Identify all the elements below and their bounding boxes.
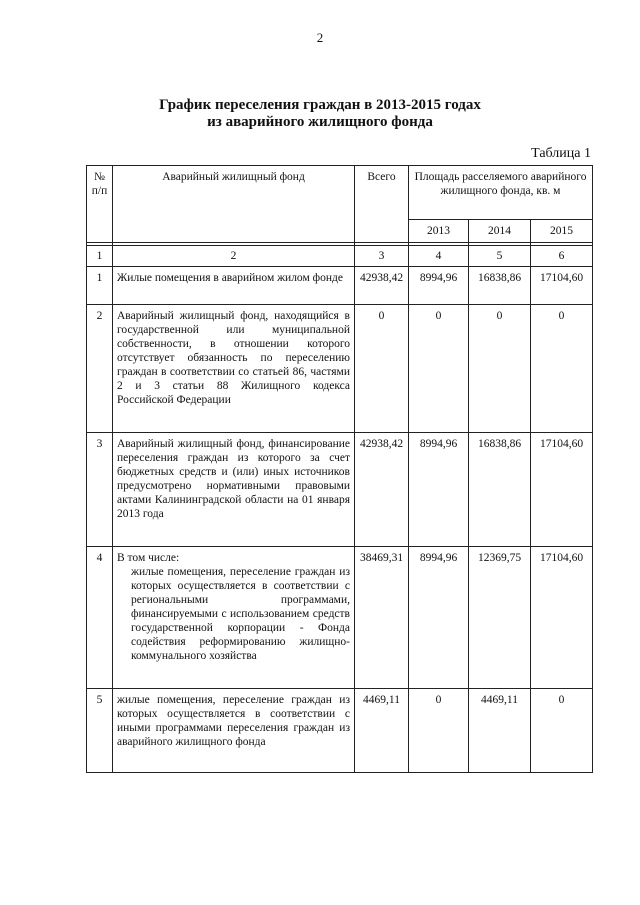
row-num: 3 (87, 433, 113, 547)
row-2014: 16838,86 (469, 267, 531, 305)
index-row (87, 246, 593, 267)
row-num: 2 (87, 305, 113, 433)
resettlement-table (86, 165, 593, 773)
row-fund: Жилые помещения в аварийном жилом фонде (113, 267, 355, 305)
index-cell: 6 (531, 246, 593, 267)
header-row (87, 166, 593, 220)
index-cell: 5 (469, 246, 531, 267)
row-total: 0 (355, 305, 409, 433)
row-2013: 0 (409, 689, 469, 773)
row-num: 4 (87, 547, 113, 689)
row-fund: Аварийный жилищный фонд, финансирование переселения граждан из которого за счет бюджетных средств и (или) иных источников предусмотрено нормативными правовыми актами Калининградской области на 01 января 2013 года (113, 433, 355, 547)
row-2013: 0 (409, 305, 469, 433)
row-fund-text: жилые помещения, переселение граждан из которых осуществляется в соответствии с региональными программами, финансируемыми с использованием средств государственной корпорации - Фонда содействия реформированию жилищно-коммунального хозяйства (131, 566, 350, 662)
table-row (87, 305, 593, 433)
row-total: 4469,11 (355, 689, 409, 773)
header-area: Площадь расселяемого аварийного жилищного фонда, кв. м (409, 166, 593, 220)
row-2015: 0 (531, 689, 593, 773)
header-year-2014: 2014 (469, 220, 531, 243)
index-cell: 2 (113, 246, 355, 267)
row-2015: 17104,60 (531, 547, 593, 689)
row-fund: Аварийный жилищный фонд, находящийся в государственной или муниципальной собственности, в отношении которого отсутствует обязанность по переселению граждан в соответствии со статьей 86, частями 2 и 3 статьи 88 Жилищного кодекса Российской Федерации (113, 305, 355, 433)
table-row (87, 547, 593, 689)
row-total: 38469,31 (355, 547, 409, 689)
row-2014: 16838,86 (469, 433, 531, 547)
row-total: 42938,42 (355, 267, 409, 305)
row-num: 1 (87, 267, 113, 305)
row-total: 42938,42 (355, 433, 409, 547)
index-cell: 4 (409, 246, 469, 267)
title-line-1: График переселения граждан в 2013-2015 годах (159, 97, 481, 113)
header-year-2013: 2013 (409, 220, 469, 243)
index-cell: 3 (355, 246, 409, 267)
row-fund (113, 547, 355, 689)
table-row (87, 689, 593, 773)
row-2014: 12369,75 (469, 547, 531, 689)
title-line-2: из аварийного жилищного фонда (207, 114, 433, 130)
header-fund: Аварийный жилищный фонд (113, 166, 355, 243)
table-row (87, 267, 593, 305)
row-2013: 8994,96 (409, 547, 469, 689)
row-2014: 0 (469, 305, 531, 433)
row-2015: 17104,60 (531, 433, 593, 547)
page-number: 2 (316, 30, 324, 45)
table-row (87, 433, 593, 547)
document-title (0, 97, 640, 131)
row-2015: 17104,60 (531, 267, 593, 305)
table-caption: Таблица 1 (531, 146, 591, 161)
row-fund: жилые помещения, переселение граждан из которых осуществляется в соответствии с иными программами переселения граждан из аварийного жилищного фонда (113, 689, 355, 773)
row-2013: 8994,96 (409, 267, 469, 305)
row-num: 5 (87, 689, 113, 773)
header-total: Всего (355, 166, 409, 243)
index-cell: 1 (87, 246, 113, 267)
row-2013: 8994,96 (409, 433, 469, 547)
row-2015: 0 (531, 305, 593, 433)
header-num: № п/п (87, 166, 113, 243)
row-fund-prefix: В том числе: (117, 552, 180, 564)
header-year-2015: 2015 (531, 220, 593, 243)
row-2014: 4469,11 (469, 689, 531, 773)
